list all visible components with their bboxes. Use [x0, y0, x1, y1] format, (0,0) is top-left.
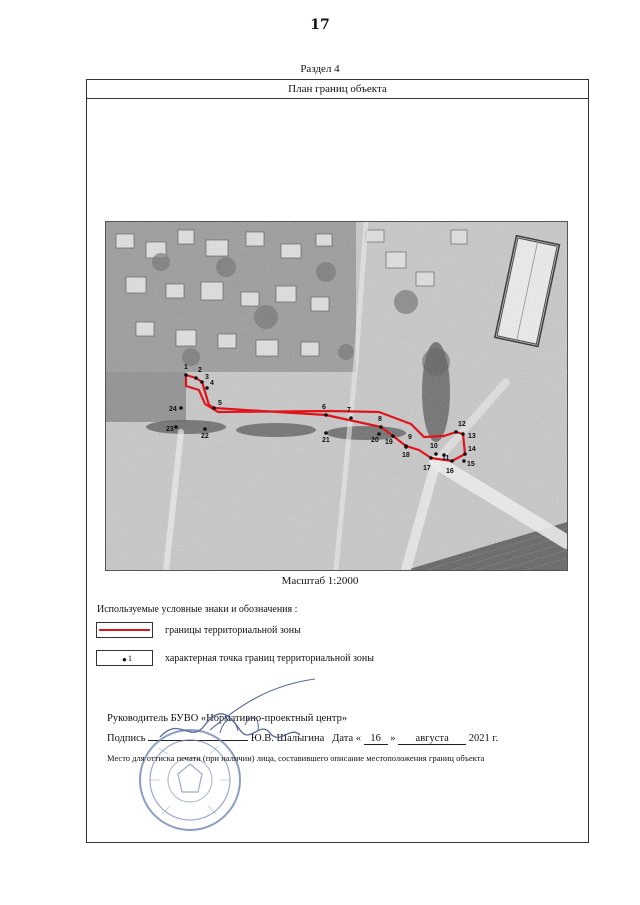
boundary-point-label: 5: [218, 400, 222, 407]
boundary-point-marker: [324, 413, 328, 417]
boundary-point-label: 24: [169, 406, 177, 413]
aerial-photo: [106, 222, 567, 570]
aerial-map: [105, 221, 568, 571]
boundary-point-marker: [205, 386, 209, 390]
boundary-point-marker: [349, 416, 353, 420]
boundary-point-label: 2: [198, 367, 202, 374]
boundary-point-marker: [461, 432, 465, 436]
boundary-point-label: 17: [423, 465, 431, 472]
boundary-point-label: 8: [378, 416, 382, 423]
boundary-point-marker: [212, 406, 216, 410]
boundary-point-marker: [203, 427, 207, 431]
signature-label: Подпись: [107, 733, 146, 744]
date-month: августа: [398, 733, 466, 745]
scale-label: Масштаб 1:2000: [281, 575, 359, 587]
legend-line-swatch: [96, 622, 153, 638]
boundary-point-marker: [450, 459, 454, 463]
boundary-point-marker: [379, 425, 383, 429]
red-boundary-line: [99, 629, 150, 631]
boundary-point-label: 22: [201, 433, 209, 440]
boundary-point-marker: [391, 434, 395, 438]
boundary-point-label: 14: [468, 446, 476, 453]
boundary-point-label: 1: [184, 364, 188, 371]
boundary-point-label: 9: [408, 434, 412, 441]
date-mid: »: [390, 733, 396, 744]
boundary-point-label: 15: [467, 461, 475, 468]
legend-title: Используемые условные знаки и обозначения :: [97, 604, 298, 615]
plan-title: План границ объекта: [87, 80, 588, 99]
boundary-point-label: 4: [210, 380, 214, 387]
boundary-point-label: 12: [458, 421, 466, 428]
boundary-point-label: 16: [446, 468, 454, 475]
boundary-point-label: 3: [205, 374, 209, 381]
boundary-point-label: 7: [347, 407, 351, 414]
date-label: Дата «: [332, 733, 362, 744]
boundary-point-label: 20: [371, 437, 379, 444]
handwritten-signature: [150, 675, 320, 755]
point-marker-icon: ●: [122, 655, 127, 664]
boundary-point-label: 11: [442, 455, 450, 462]
director-line: Руководитель БУВО «Нормативно-проектный центр»: [107, 713, 348, 724]
boundary-point-marker: [404, 445, 408, 449]
legend-point-label: характерная точка границ территориальной зоны: [165, 653, 374, 664]
boundary-point-marker: [463, 452, 467, 456]
page-number: 17: [310, 17, 330, 33]
stamp-place-note: Место для оттиска печати (при наличии) лица, составившего описание местоположения границ объекта: [107, 753, 485, 763]
boundary-point-label: 23: [166, 426, 174, 433]
boundary-point-marker: [179, 406, 183, 410]
boundary-point-marker: [194, 376, 198, 380]
boundary-point-label: 18: [402, 452, 410, 459]
legend-boundary-label: границы территориальной зоны: [165, 625, 301, 636]
boundary-point-label: 21: [322, 437, 330, 444]
date-day: 16: [364, 733, 388, 745]
boundary-point-marker: [184, 373, 188, 377]
boundary-point-label: 6: [322, 404, 326, 411]
boundary-point-marker: [377, 432, 381, 436]
boundary-point-label: 13: [468, 433, 476, 440]
signer-name: Ю.В. Шалыгина: [250, 733, 325, 744]
boundary-point-marker: [434, 452, 438, 456]
boundary-point-marker: [429, 456, 433, 460]
boundary-point-marker: [324, 431, 328, 435]
boundary-point-marker: [200, 380, 204, 384]
legend-point-number: 1: [128, 654, 132, 663]
legend-point-swatch: [96, 650, 153, 666]
boundary-point-marker: [174, 425, 178, 429]
date-year: 2021 г.: [468, 733, 499, 744]
boundary-point-label: 19: [385, 439, 393, 446]
boundary-point-label: 10: [430, 443, 438, 450]
boundary-point-marker: [454, 430, 458, 434]
section-title: Раздел 4: [300, 63, 340, 75]
boundary-point-marker: [462, 459, 466, 463]
